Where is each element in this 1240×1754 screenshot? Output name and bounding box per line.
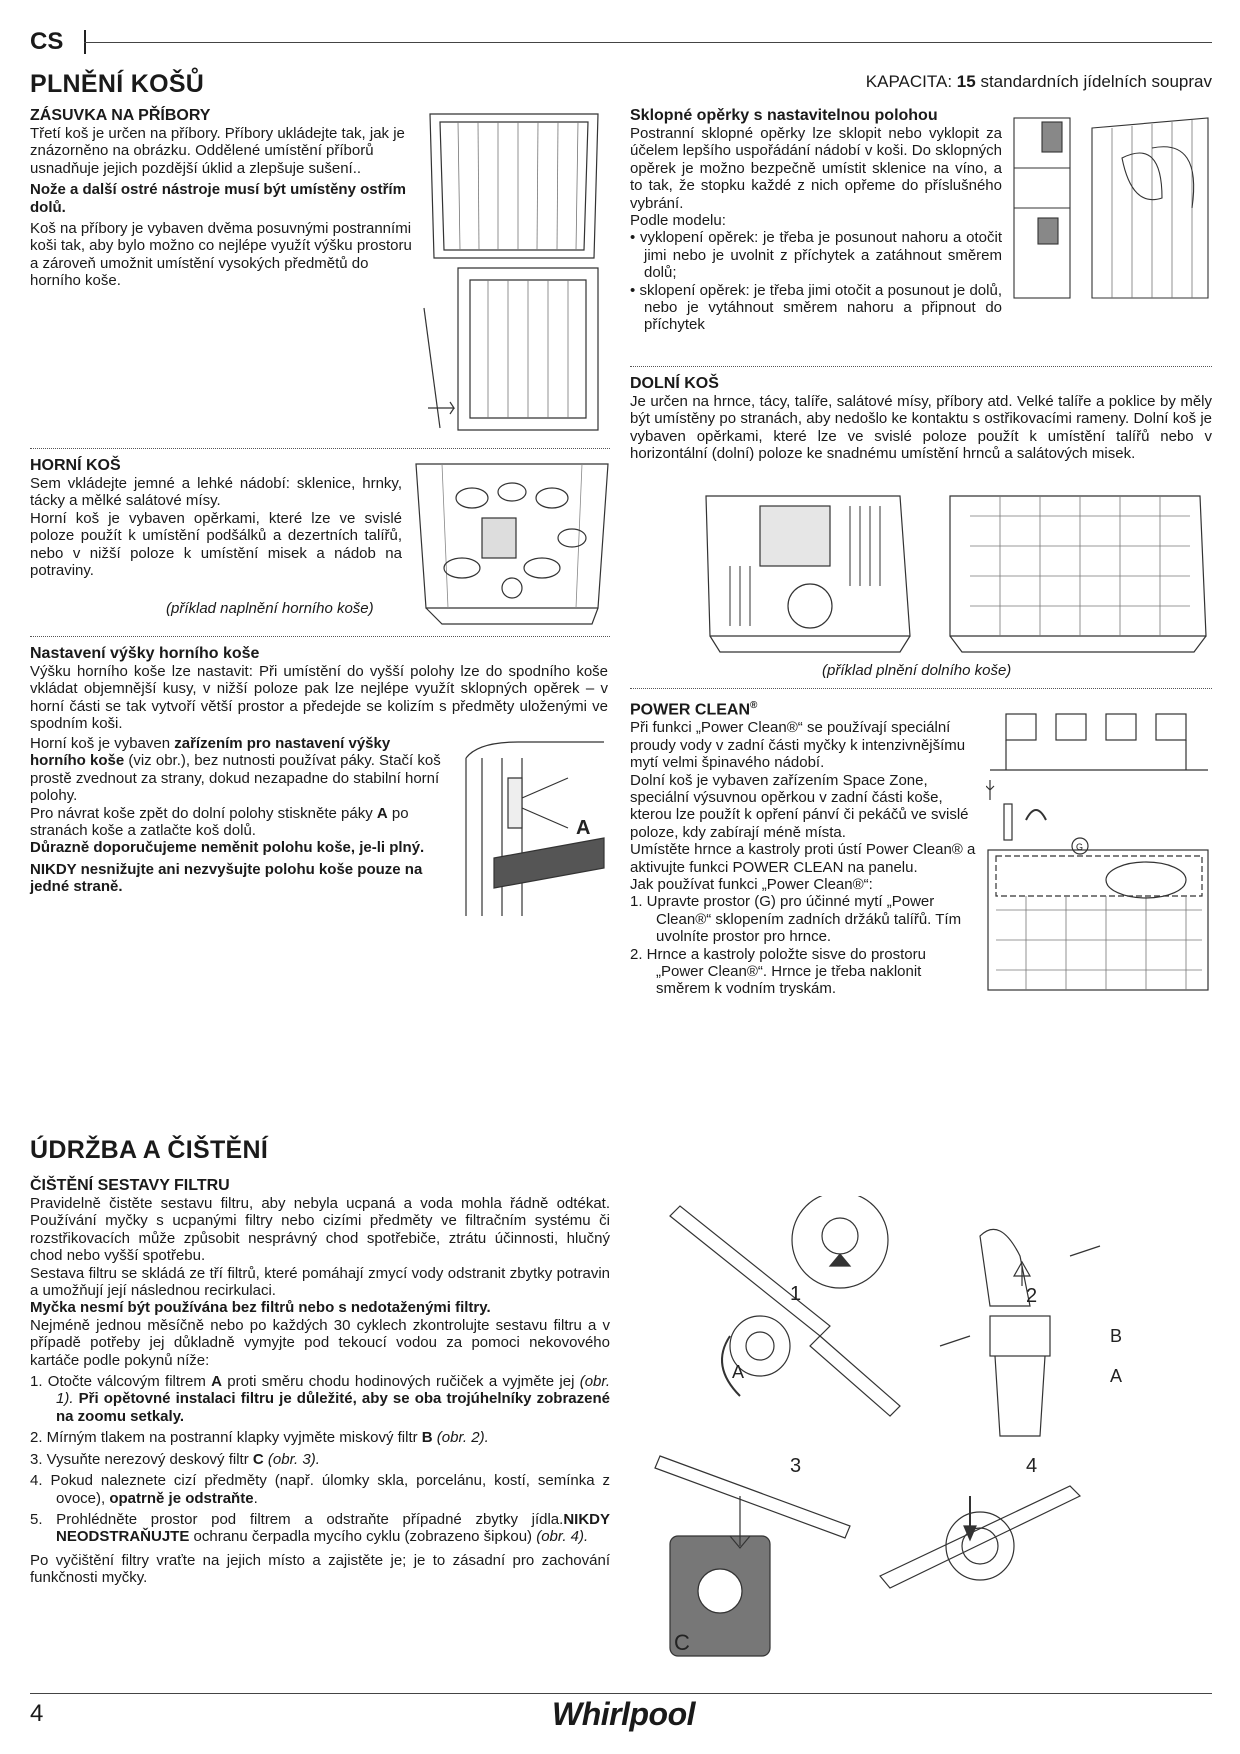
- footer-rule: [30, 1693, 1212, 1694]
- divider: [630, 688, 1212, 689]
- power-step-2: 2. Hrnce a kastroly položte sisve do prostoru „Power Clean®“. Hrnce je třeba naklonit směrem k vodním tryskám.: [630, 945, 926, 998]
- foldable-p1: Postranní sklopné opěrky lze sklopit nebo vyklopit za účelem lepšího uspořádání nádobí v koši. Do sklopných opěrek je možno bezpečně umístit sklenice na víno, a to tak, že stopku každé z nich opřeme do příslušného vybrání.: [630, 125, 1002, 212]
- filter-cleaning-section: [30, 1176, 610, 1587]
- lower-rack-p1: Je určen na hrnce, tácy, talíře, salátové mísy, příbory atd. Velké talíře a poklice by měly být umístěny po stranách, aby nedošlo ke kontaktu s ostřikovacími rameny. Dolní koš je vybaven opěrkami, které lze ve svislé poloze použít k umístění talířů nebo v horizontální (dolní) poloze ke snadnému umístění hrnců a salátových misek.: [630, 393, 1212, 463]
- foldable-p2: Podle modelu:: [630, 212, 726, 230]
- foldable-title: Sklopné opěrky s nastavitelnou polohou: [630, 107, 938, 124]
- upper-rack-caption: (příklad naplnění horního koše): [166, 600, 374, 617]
- step4-c: .: [253, 1489, 258, 1507]
- step5-b: NIKDY NEODSTRAŇUJTE: [56, 1510, 610, 1546]
- power-clean-figure: [986, 700, 1212, 1000]
- lower-rack-caption: (příklad plnění dolního koše): [822, 662, 1012, 679]
- upper-rack-figure: [412, 458, 612, 628]
- lower-rack-figures: [700, 486, 1210, 656]
- height-adjust-p4: Důrazně doporučujeme neměnit polohu koše, je-li plný.: [30, 839, 425, 857]
- maint-p1: Pravidelně čistěte sestavu filtru, aby nebyla ucpaná a voda mohla řádně odtékat. Používání myčky s ucpanými filtry nebo cizími předměty ve filtračním systému či rozstřikovacích může způsobit nesprávný chod spotřebiče, ztrátu účinnosti, hlučný chod nebo vyšší spotřebu.: [30, 1195, 610, 1265]
- height-p2b: zařízením pro nastavení výšky horního koše: [30, 735, 391, 770]
- lower-rack-section: [630, 374, 1212, 463]
- height-adjust-p1: Výšku horního koše lze nastavit: Při umístění do vyšší polohy lze do spodního koše vkládat objemnější kusy, v nižší poloze pak lze nejlépe využít sklopných opěrek – v horní části se tak vytvoří větší prostor a předejde se kolizím s předměty uloženými ve spodním koši.: [30, 663, 608, 733]
- foldable-bullet-2: • sklopení opěrek: je třeba jimi otočit a posunout je dolů, nebo je vytáhnout směrem nahoru a připnout do příchytek: [630, 281, 1002, 334]
- step5-a: 5. Prohlédněte prostor pod filtrem a odstraňte případné zbytky jídla.: [30, 1510, 564, 1528]
- fig-number-2: 2: [1026, 1285, 1038, 1307]
- power-p2: Dolní koš je vybaven zařízením Space Zone, speciální výsuvnou opěrkou v zadní části koše, kterou lze použít k opření pánví či pekáčů ve svislé poloze, kdy zabírají méně místa.: [630, 771, 969, 841]
- lower-rack-title: DOLNÍ KOŠ: [630, 375, 719, 392]
- maint-p5: Po vyčištění filtry vraťte na jejich místo a zajistěte je; je to zásadní pro zachování funkčnosti myčky.: [30, 1551, 610, 1587]
- step3-a: 3. Vysuňte nerezový deskový filtr: [30, 1450, 253, 1468]
- maint-p4: Nejméně jednou měsíčně nebo po každých 30 cyklech zkontrolujte sestavu filtru a v případě potřeby jej důkladně vymyjte pod tekoucí vodou za pomoci nekovového kartáče podle pokynů níže:: [30, 1316, 610, 1369]
- cutlery-p2: Nože a další ostré nástroje musí být umístěny ostřím dolů.: [30, 181, 406, 216]
- fig3-label-c: C: [674, 1630, 690, 1655]
- upper-rack-p2: Horní koš je vybaven opěrkami, které lze ve svislé poloze použít k umístění podšálků a dezertních talířů, nebo v nižší poloze k umístění misek a nádob na potraviny.: [30, 509, 402, 580]
- fig-number-1: 1: [790, 1283, 802, 1305]
- step4-a: 4. Pokud naleznete cizí předměty (např. úlomky skla, porcelánu, kostí, semínka z ovoce),: [30, 1472, 610, 1507]
- step1-e: Při opětovné instalaci filtru je důležité, aby se oba trojúhelníky zobrazené na zoomu setkaly.: [56, 1390, 610, 1425]
- fig2-label-b: B: [1110, 1326, 1123, 1346]
- power-step-1: 1. Upravte prostor (G) pro účinné mytí „Power Clean®“ sklopením zadních držáků talířů. Tím uvolníte prostor pro hrnce.: [630, 893, 962, 946]
- brand-logo: Whirlpool: [552, 1696, 696, 1732]
- height-adjust-details: [30, 735, 448, 896]
- step2-b: B: [421, 1429, 433, 1447]
- step3-c: (obr. 3).: [263, 1450, 320, 1468]
- filter-cleaning-title: ČIŠTĚNÍ SESTAVY FILTRU: [30, 1177, 230, 1194]
- step2-a: 2. Mírným tlakem na postranní klapky vyjměte miskový filtr: [30, 1429, 422, 1447]
- maint-step-3: [30, 1451, 610, 1468]
- maint-p2: Sestava filtru se skládá ze tří filtrů, které pomáhají zmycí vody odstranit zbytky potravin a umožňují její následnou recirkulaci.: [30, 1264, 610, 1300]
- lever-a-label: A: [576, 817, 591, 839]
- height-adjust-title: Nastavení výšky horního koše: [30, 645, 260, 662]
- height-adjust-p5: NIKDY nesnižujte ani nezvyšujte polohu koše pouze na jedné straně.: [30, 860, 423, 896]
- height-p2c: (viz obr.), bez nutnosti používat páky. Stačí koš prostě zvednout za strany, dokud nezapadne do stabilní horní polohy.: [30, 752, 441, 805]
- height-adjust-section: [30, 644, 608, 733]
- fig-number-3: 3: [790, 1455, 802, 1477]
- power-p4: Jak používat funkci „Power Clean®“:: [630, 875, 873, 893]
- upper-rack-p1: Sem vkládejte jemné a lehké nádobí: sklenice, hrnky, tácky a mělké salátové mísy.: [30, 475, 402, 510]
- cutlery-p1: Třetí koš je určen na příbory. Příbory ukládejte tak, jak je znázorněno na obrázku. Oddělené umístění příborů usnadňuje jejich pozdější úklid a zlepšuje sušení..: [30, 125, 405, 177]
- foldable-supports-figure: [1012, 108, 1212, 308]
- foldable-text: [630, 125, 1002, 334]
- capacity-number: 15: [956, 72, 976, 91]
- maint-step-4: [30, 1472, 610, 1507]
- cutlery-section: [30, 106, 416, 290]
- height-adjuster-figure: [458, 738, 608, 918]
- upper-rack-section: [30, 456, 402, 579]
- power-clean-title: [630, 696, 976, 719]
- language-code: CS: [30, 28, 64, 55]
- height-p3a: Pro návrat koše zpět do dolní polohy stiskněte páky: [30, 804, 377, 822]
- step1-a: 1. Otočte válcovým filtrem: [30, 1373, 212, 1391]
- maint-step-2: [30, 1429, 610, 1446]
- cutlery-text: [30, 125, 416, 290]
- divider: [30, 448, 610, 449]
- height-adjust-p3: [30, 805, 448, 840]
- filter-cleaning-text: [30, 1195, 610, 1587]
- fig-number-4: 4: [1026, 1455, 1038, 1477]
- fig2-label-a: A: [1110, 1366, 1123, 1386]
- maintenance-title: ÚDRŽBA A ČIŠTĚNÍ: [30, 1136, 269, 1164]
- height-p3c: po stranách koše a zatlačte koš dolů.: [30, 804, 409, 840]
- step1-b: A: [211, 1373, 223, 1391]
- step4-b: opatrně je odstraňte: [109, 1489, 254, 1507]
- step2-c: (obr. 2).: [432, 1429, 489, 1447]
- header-rule: [84, 42, 1212, 43]
- step5-c: ochranu čerpadla mycího cyklu (zobrazeno šipkou): [189, 1528, 537, 1546]
- maint-step-1: [30, 1373, 610, 1425]
- power-clean-text: [630, 719, 976, 998]
- divider: [30, 636, 610, 637]
- cutlery-drawer-figure: [418, 108, 610, 438]
- maint-step-5: [30, 1511, 610, 1546]
- step3-b: C: [252, 1450, 264, 1468]
- divider: [630, 366, 1212, 367]
- upper-rack-text: [30, 475, 402, 579]
- filter-figures: [650, 1196, 1212, 1666]
- zone-g-label: G: [1076, 842, 1084, 852]
- registered-mark: ®: [750, 700, 758, 711]
- cutlery-p3: Koš na příbory je vybaven dvěma posuvnými postranními koši tak, aby bylo možno co nejlépe využít výšku prostoru a zároveň umožnit umístění vysokých předmětů do horního koše.: [30, 220, 412, 290]
- height-p2a: Horní koš je vybaven: [30, 735, 175, 752]
- power-clean-title-text: POWER CLEAN: [630, 701, 750, 719]
- capacity-prefix: KAPACITA:: [865, 72, 953, 91]
- fig1-label-a: A: [732, 1362, 745, 1382]
- maint-p3: Myčka nesmí být používána bez filtrů nebo s nedotaženými filtry.: [30, 1299, 491, 1317]
- cutlery-title: ZÁSUVKA NA PŘÍBORY: [30, 107, 211, 124]
- power-clean-section: [630, 696, 976, 998]
- capacity-suffix: standardních jídelních souprav: [980, 72, 1212, 91]
- capacity-text: [866, 72, 1212, 92]
- foldable-bullet-1: • vyklopení opěrek: je třeba je posunout nahoru a otočit jimi nebo je uvolnit z příchytek a zatáhnout směrem dolů;: [630, 229, 1002, 282]
- height-adjust-p2: [30, 735, 448, 805]
- step5-d: (obr. 4).: [536, 1528, 589, 1546]
- section-title: PLNĚNÍ KOŠŮ: [30, 70, 205, 98]
- power-p3: Umístěte hrnce a kastroly proti ústí Power Clean® a aktivujte funkci POWER CLEAN na panelu.: [630, 841, 976, 876]
- upper-rack-title: HORNÍ KOŠ: [30, 457, 121, 474]
- page-number: 4: [30, 1700, 44, 1727]
- height-p3b: A: [376, 804, 388, 822]
- power-p1: Při funkci „Power Clean®“ se používají speciální proudy vody v zadní části myčky k intenzivnějšímu mytí velmi špinavého nádobí.: [630, 719, 966, 772]
- foldable-supports-section: [630, 106, 1002, 334]
- step1-d: (obr. 1).: [56, 1373, 610, 1408]
- step1-c: proti směru chodu hodinových ručiček a vyjměte jej: [222, 1373, 580, 1391]
